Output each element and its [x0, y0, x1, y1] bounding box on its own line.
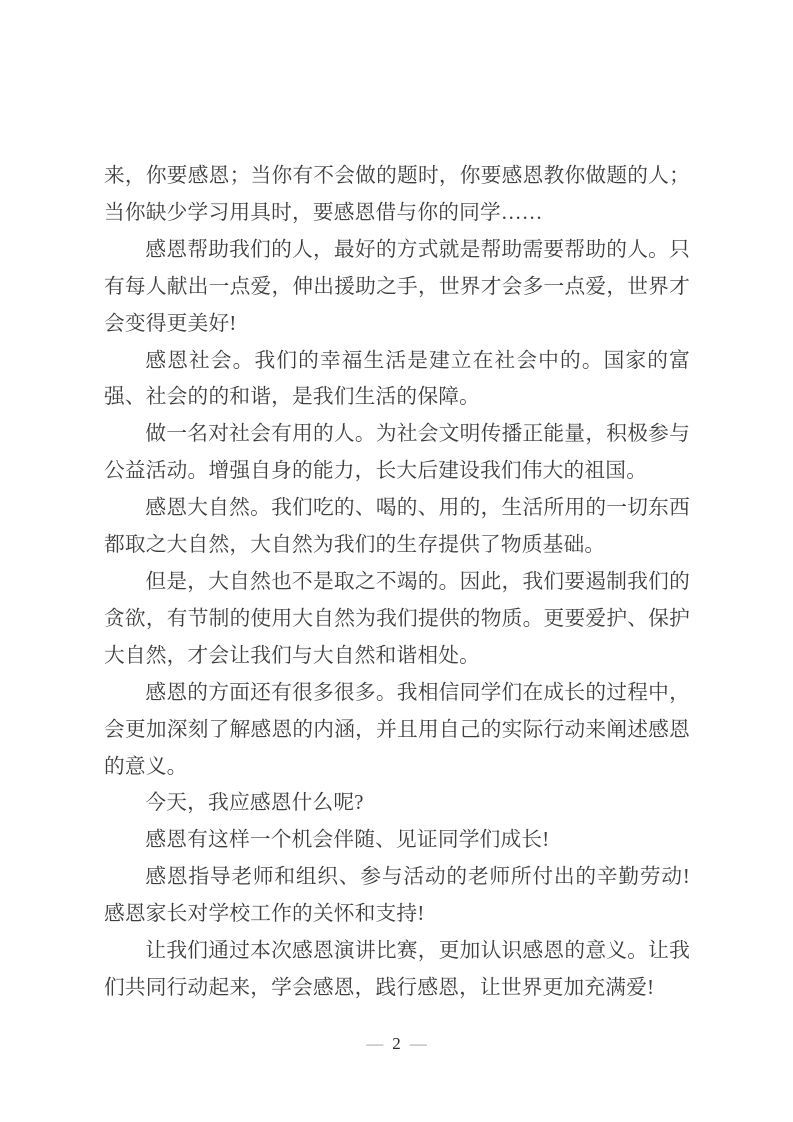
paragraph: 今天，我应感恩什么呢? — [145, 792, 364, 815]
paragraph: 但是，大自然也不是取之不竭的。因此，我们要遏制我们的贪欲，有节制的使用大自然为我们提供的物质。更要爱护、保护大自然，才会让我们与大自然和谐相处。 — [104, 570, 690, 667]
paragraph: 做一名对社会有用的人。为社会文明传播正能量，积极参与公益活动。增强自身的能力，长大后建设我们伟大的祖国。 — [104, 423, 690, 483]
paragraph: 感恩社会。我们的幸福生活是建立在社会中的。国家的富强、社会的的和谐，是我们生活的保障。 — [104, 349, 690, 409]
paragraph: 感恩有这样一个机会伴随、见证同学们成长! — [145, 829, 550, 852]
paragraph: 感恩的方面还有很多很多。我相信同学们在成长的过程中，会更加深刻了解感恩的内涵，并且用自己的实际行动来阐述感恩的意义。 — [104, 681, 690, 778]
paragraph: 来，你要感恩；当你有不会做的题时，你要感恩教你做题的人；当你缺少学习用具时，要感恩借与你的同学…… — [104, 165, 690, 224]
page-number-dash-left: — — [366, 1034, 384, 1053]
page-number: 2 — [392, 1034, 401, 1053]
paragraph: 感恩大自然。我们吃的、喝的、用的，生活所用的一切东西都取之大自然，大自然为我们的生存提供了物质基础。 — [104, 497, 690, 557]
paragraph: 感恩指导老师和组织、参与活动的老师所付出的辛勤劳动!感恩家长对学校工作的关怀和支持! — [104, 866, 690, 926]
document-body — [104, 158, 690, 1007]
paragraph: 让我们通过本次感恩演讲比赛，更加认识感恩的意义。让我们共同行动起来，学会感恩，践行感恩，让世界更加充满爱! — [104, 940, 690, 999]
page-footer — [0, 1033, 793, 1055]
paragraph: 感恩帮助我们的人，最好的方式就是帮助需要帮助的人。只有每人献出一点爱，伸出援助之手，世界才会多一点爱，世界才会变得更美好! — [104, 238, 690, 335]
page-number-dash-right: — — [409, 1034, 427, 1053]
